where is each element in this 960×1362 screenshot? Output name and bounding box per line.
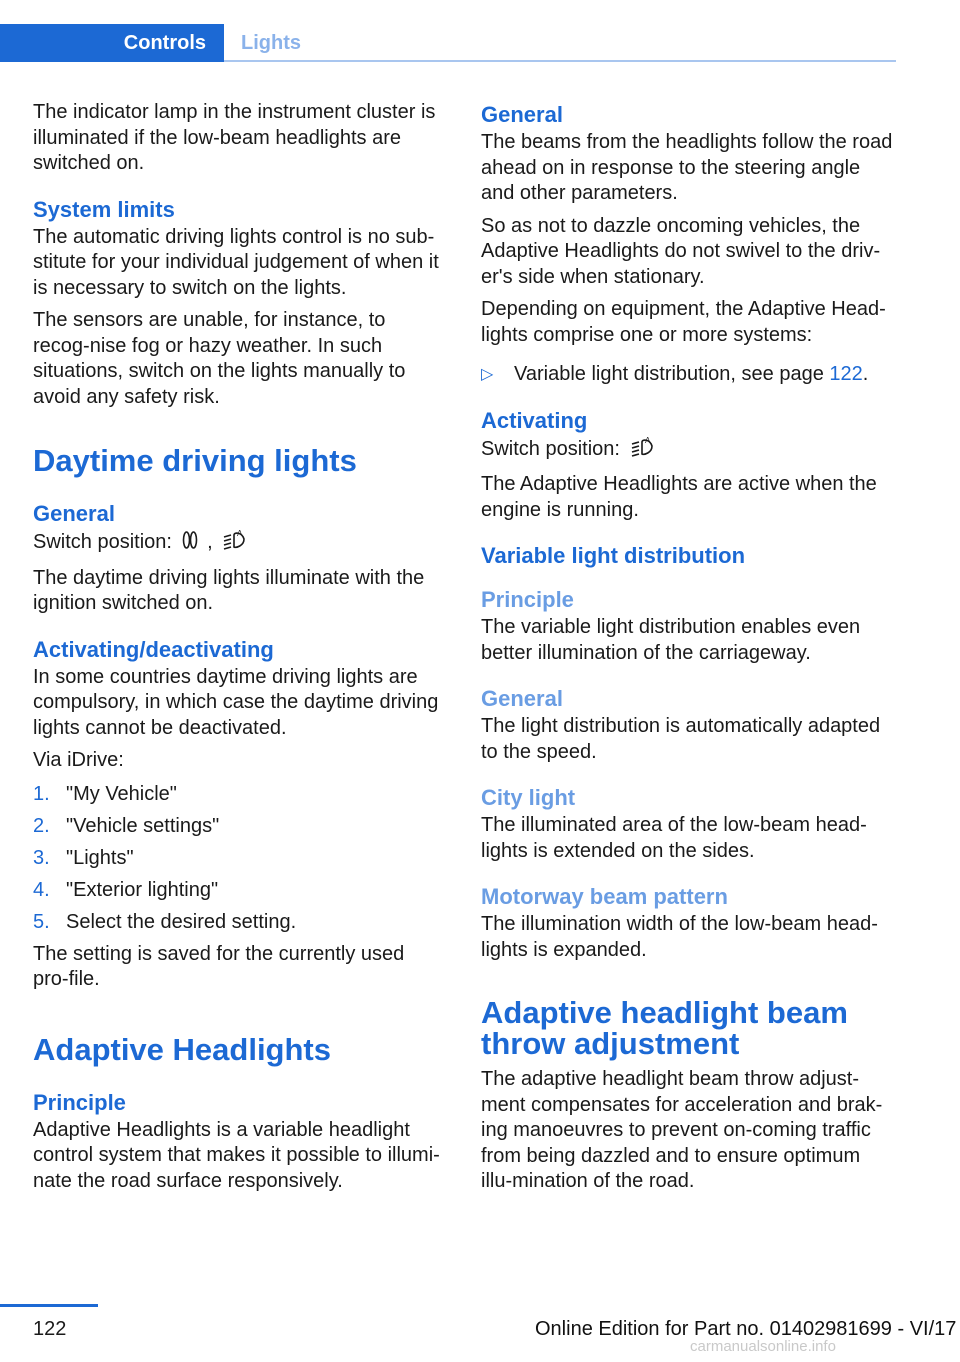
step-number: 3. bbox=[33, 846, 50, 869]
heading-city-light: City light bbox=[481, 785, 576, 810]
bullet-content bbox=[514, 362, 868, 388]
list-item bbox=[33, 910, 445, 936]
heading-daytime-driving-lights: Daytime driving lights bbox=[33, 443, 357, 478]
heading-adaptive-headlights: Adaptive Headlights bbox=[33, 1031, 331, 1067]
paragraph: The sensors are unable, for instance, to recog-nise fog or hazy weather. In such situations, switch on the lights manually to avoid any safety risk. bbox=[33, 309, 406, 408]
paragraph: The variable light distribution enables even better illumination of the carriageway. bbox=[481, 616, 861, 664]
left-column bbox=[33, 100, 445, 1201]
systems-list bbox=[481, 362, 896, 388]
step-number: 4. bbox=[33, 878, 50, 901]
parking-light-icon bbox=[182, 529, 198, 559]
bullet-text: Variable light distribution, see page bbox=[514, 363, 824, 385]
footer-divider bbox=[0, 1304, 98, 1307]
right-column bbox=[481, 100, 896, 1202]
header-divider bbox=[224, 60, 896, 62]
step-text: "Exterior lighting" bbox=[66, 878, 219, 901]
header-bar bbox=[0, 0, 896, 62]
step-text: "Lights" bbox=[66, 846, 134, 869]
paragraph: Via iDrive: bbox=[33, 749, 124, 771]
paragraph: The illumination width of the low-beam head-lights is expanded. bbox=[481, 913, 878, 961]
page-number: 122 bbox=[33, 1318, 67, 1340]
heading-principle: Principle bbox=[481, 587, 574, 612]
heading-motorway-beam-pattern: Motorway beam pattern bbox=[481, 884, 728, 909]
tab-controls-label: Controls bbox=[123, 31, 206, 54]
paragraph: The illuminated area of the low-beam head-lights is extended on the sides. bbox=[481, 814, 867, 862]
svg-text:A: A bbox=[237, 529, 243, 538]
edition-note: Online Edition for Part no. 01402981699 - VI/17 bbox=[535, 1318, 957, 1340]
paragraph: The Adaptive Headlights are active when the engine is running. bbox=[481, 473, 877, 521]
heading-variable-light-distribution: Variable light distribution bbox=[481, 543, 746, 568]
paragraph: The adaptive headlight beam throw adjust-ment compensates for acceleration and brak-ing manoeuvres to prevent on-coming traffic from being dazzled and to ensure optimum illu-mination of the road. bbox=[481, 1068, 883, 1192]
triangle-bullet-icon: ▷ bbox=[481, 366, 494, 383]
paragraph: The indicator lamp in the instrument cluster is illuminated if the low-beam headlights are switched on. bbox=[33, 101, 436, 174]
paragraph: The daytime driving lights illuminate with the ignition switched on. bbox=[33, 566, 425, 614]
switch-separator: , bbox=[207, 531, 213, 553]
list-item bbox=[33, 878, 445, 904]
heading-general: General bbox=[481, 102, 563, 127]
switch-position-line bbox=[481, 436, 896, 466]
tab-lights-label: Lights bbox=[241, 31, 301, 54]
paragraph: The automatic driving lights control is no sub-stitute for your individual judgement of when it is necessary to switch on the lights. bbox=[33, 225, 439, 299]
step-number: 5. bbox=[33, 910, 50, 933]
watermark: carmanualsonline.info bbox=[690, 1338, 836, 1355]
low-beam-auto-icon bbox=[630, 436, 656, 466]
heading-adaptive-beam-throw: Adaptive headlight beam throw adjustment bbox=[481, 995, 848, 1061]
idrive-steps bbox=[33, 782, 445, 936]
list-item bbox=[33, 782, 445, 808]
list-item bbox=[33, 814, 445, 840]
heading-general: General bbox=[481, 686, 563, 711]
step-number: 2. bbox=[33, 814, 50, 837]
step-text: "My Vehicle" bbox=[66, 782, 177, 805]
paragraph: The beams from the headlights follow the road ahead on in response to the steering angle and other parameters. bbox=[481, 131, 893, 204]
paragraph: The light distribution is automatically adapted to the speed. bbox=[481, 715, 881, 763]
tab-lights[interactable] bbox=[224, 24, 301, 62]
paragraph: In some countries daytime driving lights are compulsory, in which case the daytime driving lights cannot be deactivated. bbox=[33, 665, 439, 739]
paragraph: Adaptive Headlights is a variable headlight control system that makes it possible to illumi-nate the road surface responsively. bbox=[33, 1118, 440, 1192]
heading-principle: Principle bbox=[33, 1089, 126, 1115]
bullet-period: . bbox=[862, 363, 869, 385]
step-number: 1. bbox=[33, 782, 50, 805]
switch-label: Switch position: bbox=[33, 531, 172, 553]
page-link[interactable]: 122 bbox=[829, 363, 863, 385]
paragraph: So as not to dazzle oncoming vehicles, the Adaptive Headlights do not swivel to the driv-er's side when stationary. bbox=[481, 214, 881, 288]
svg-text:A: A bbox=[644, 435, 650, 445]
step-text: Select the desired setting. bbox=[66, 910, 297, 933]
heading-general: General bbox=[33, 501, 115, 526]
low-beam-auto-icon bbox=[222, 529, 248, 559]
switch-position-line bbox=[33, 529, 445, 559]
switch-label: Switch position: bbox=[481, 437, 620, 460]
paragraph: The setting is saved for the currently used pro-file. bbox=[33, 942, 405, 990]
heading-system-limits: System limits bbox=[33, 196, 175, 222]
list-item bbox=[481, 362, 896, 388]
tab-controls[interactable] bbox=[0, 24, 224, 62]
list-item bbox=[33, 846, 445, 872]
heading-activating: Activating bbox=[481, 407, 588, 433]
paragraph: Depending on equipment, the Adaptive Head-lights comprise one or more systems: bbox=[481, 298, 886, 346]
step-text: "Vehicle settings" bbox=[66, 814, 220, 837]
heading-activating-deactivating: Activating/deactivating bbox=[33, 636, 274, 662]
